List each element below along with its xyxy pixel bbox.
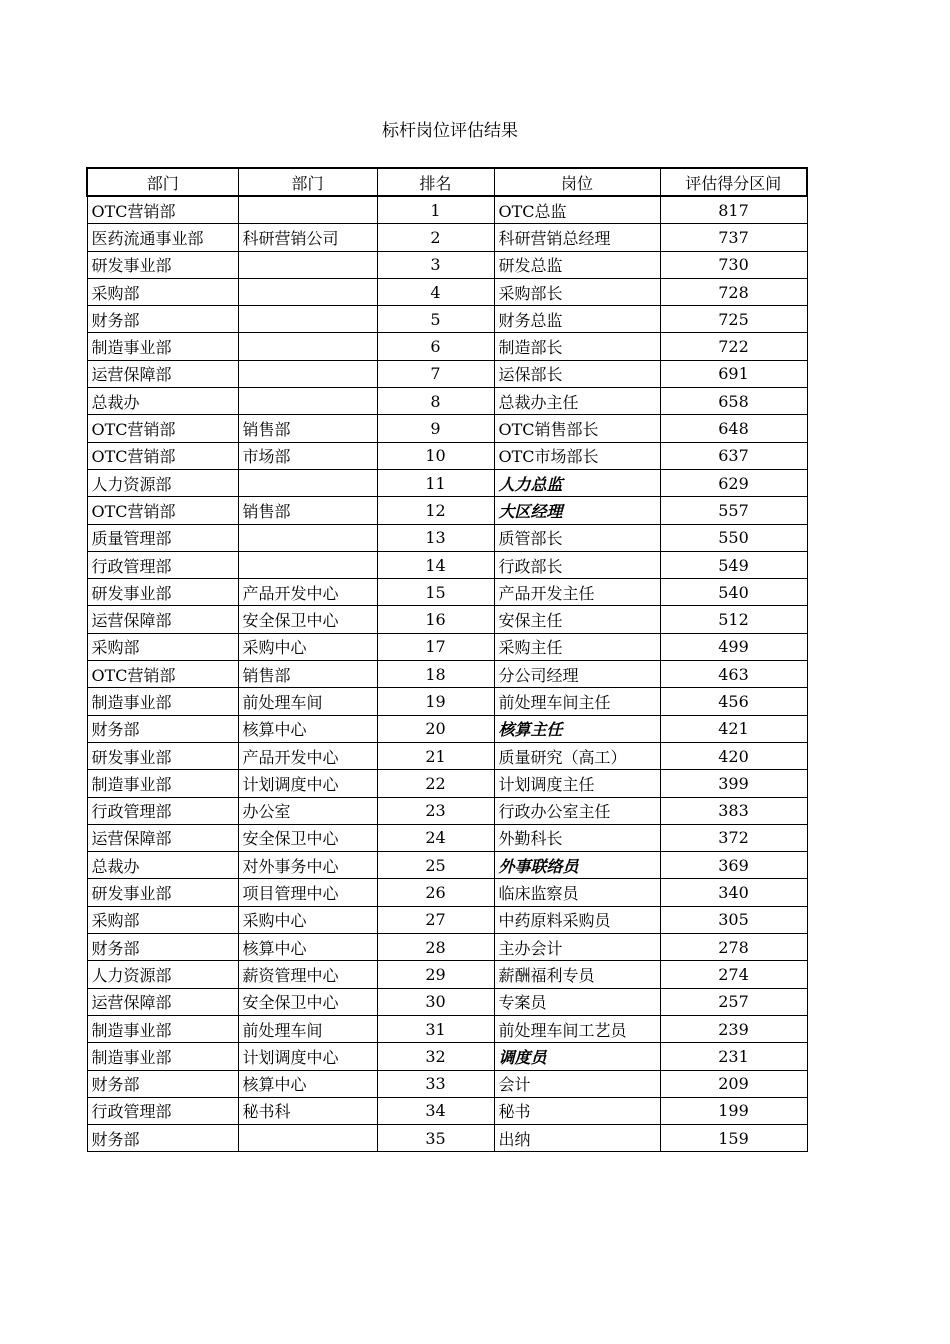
department-cell: 财务部 [87, 934, 238, 961]
score-cell: 420 [660, 742, 807, 769]
sub-department-cell: 销售部 [238, 661, 377, 688]
sub-department-cell: 安全保卫中心 [238, 606, 377, 633]
sub-department-cell [238, 551, 377, 578]
department-cell: 总裁办 [87, 388, 238, 415]
rank-cell: 20 [377, 715, 494, 742]
score-cell: 340 [660, 879, 807, 906]
table-row [87, 524, 807, 551]
score-cell: 817 [660, 196, 807, 224]
table-row [87, 1070, 807, 1097]
score-cell: 239 [660, 1015, 807, 1042]
position-cell: 核算主任 [494, 715, 660, 742]
score-cell: 383 [660, 797, 807, 824]
table-row [87, 333, 807, 360]
sub-department-cell [238, 360, 377, 387]
score-cell: 691 [660, 360, 807, 387]
position-cell: 外勤科长 [494, 824, 660, 851]
sub-department-cell: 核算中心 [238, 715, 377, 742]
department-cell: 财务部 [87, 1070, 238, 1097]
rank-cell: 25 [377, 852, 494, 879]
table-row [87, 579, 807, 606]
score-cell: 737 [660, 224, 807, 251]
position-cell: 科研营销总经理 [494, 224, 660, 251]
rank-cell: 29 [377, 961, 494, 988]
evaluation-table [86, 167, 808, 1152]
sub-department-cell: 安全保卫中心 [238, 988, 377, 1015]
table-row [87, 906, 807, 933]
table-row [87, 1043, 807, 1070]
department-cell: OTC营销部 [87, 442, 238, 469]
rank-cell: 8 [377, 388, 494, 415]
score-cell: 725 [660, 306, 807, 333]
department-cell: 研发事业部 [87, 251, 238, 278]
position-cell: 研发总监 [494, 251, 660, 278]
position-cell: 前处理车间工艺员 [494, 1015, 660, 1042]
department-cell: 制造事业部 [87, 688, 238, 715]
department-cell: 采购部 [87, 906, 238, 933]
score-cell: 540 [660, 579, 807, 606]
department-cell: 行政管理部 [87, 797, 238, 824]
position-cell: 行政部长 [494, 551, 660, 578]
sub-department-cell: 采购中心 [238, 633, 377, 660]
sub-department-cell: 前处理车间 [238, 1015, 377, 1042]
table-row [87, 797, 807, 824]
score-cell: 730 [660, 251, 807, 278]
rank-cell: 32 [377, 1043, 494, 1070]
header-rank: 排名 [377, 168, 494, 196]
rank-cell: 18 [377, 661, 494, 688]
score-cell: 456 [660, 688, 807, 715]
sub-department-cell [238, 469, 377, 496]
table-row [87, 469, 807, 496]
department-cell: 研发事业部 [87, 579, 238, 606]
sub-department-cell: 计划调度中心 [238, 1043, 377, 1070]
table-row [87, 961, 807, 988]
header-department: 部门 [87, 168, 238, 196]
position-cell: 人力总监 [494, 469, 660, 496]
table-row [87, 306, 807, 333]
position-cell: 总裁办主任 [494, 388, 660, 415]
position-cell: 大区经理 [494, 497, 660, 524]
rank-cell: 1 [377, 196, 494, 224]
department-cell: 采购部 [87, 278, 238, 305]
score-cell: 549 [660, 551, 807, 578]
table-row [87, 770, 807, 797]
table-row [87, 988, 807, 1015]
score-cell: 369 [660, 852, 807, 879]
score-cell: 550 [660, 524, 807, 551]
table-row [87, 824, 807, 851]
table-row [87, 852, 807, 879]
position-cell: 产品开发主任 [494, 579, 660, 606]
position-cell: 采购部长 [494, 278, 660, 305]
department-cell: OTC营销部 [87, 196, 238, 224]
sub-department-cell: 项目管理中心 [238, 879, 377, 906]
position-cell: 质量研究（高工） [494, 742, 660, 769]
table-row [87, 442, 807, 469]
table-row [87, 360, 807, 387]
table-row [87, 551, 807, 578]
sub-department-cell: 科研营销公司 [238, 224, 377, 251]
sub-department-cell [238, 388, 377, 415]
sub-department-cell: 秘书科 [238, 1097, 377, 1124]
department-cell: 财务部 [87, 715, 238, 742]
table-body [87, 196, 807, 1152]
rank-cell: 3 [377, 251, 494, 278]
department-cell: 运营保障部 [87, 988, 238, 1015]
score-cell: 209 [660, 1070, 807, 1097]
score-cell: 199 [660, 1097, 807, 1124]
header-sub-department: 部门 [238, 168, 377, 196]
table-row [87, 251, 807, 278]
department-cell: OTC营销部 [87, 497, 238, 524]
sub-department-cell [238, 306, 377, 333]
table-row [87, 224, 807, 251]
department-cell: 财务部 [87, 1125, 238, 1152]
table-row [87, 1015, 807, 1042]
rank-cell: 12 [377, 497, 494, 524]
position-cell: OTC总监 [494, 196, 660, 224]
rank-cell: 33 [377, 1070, 494, 1097]
department-cell: 总裁办 [87, 852, 238, 879]
sub-department-cell: 办公室 [238, 797, 377, 824]
department-cell: 行政管理部 [87, 551, 238, 578]
rank-cell: 24 [377, 824, 494, 851]
department-cell: 财务部 [87, 306, 238, 333]
table-row [87, 633, 807, 660]
department-cell: OTC营销部 [87, 415, 238, 442]
position-cell: OTC市场部长 [494, 442, 660, 469]
sub-department-cell: 销售部 [238, 415, 377, 442]
sub-department-cell: 安全保卫中心 [238, 824, 377, 851]
department-cell: 运营保障部 [87, 360, 238, 387]
position-cell: 调度员 [494, 1043, 660, 1070]
position-cell: 行政办公室主任 [494, 797, 660, 824]
score-cell: 512 [660, 606, 807, 633]
sub-department-cell: 产品开发中心 [238, 579, 377, 606]
position-cell: 会计 [494, 1070, 660, 1097]
department-cell: 医药流通事业部 [87, 224, 238, 251]
position-cell: 专案员 [494, 988, 660, 1015]
rank-cell: 4 [377, 278, 494, 305]
sub-department-cell [238, 1125, 377, 1152]
department-cell: 制造事业部 [87, 1043, 238, 1070]
rank-cell: 35 [377, 1125, 494, 1152]
position-cell: 中药原料采购员 [494, 906, 660, 933]
rank-cell: 15 [377, 579, 494, 606]
sub-department-cell: 产品开发中心 [238, 742, 377, 769]
rank-cell: 14 [377, 551, 494, 578]
table-row [87, 688, 807, 715]
position-cell: 计划调度主任 [494, 770, 660, 797]
sub-department-cell: 计划调度中心 [238, 770, 377, 797]
department-cell: 运营保障部 [87, 606, 238, 633]
score-cell: 722 [660, 333, 807, 360]
rank-cell: 16 [377, 606, 494, 633]
rank-cell: 27 [377, 906, 494, 933]
sub-department-cell: 采购中心 [238, 906, 377, 933]
sub-department-cell [238, 196, 377, 224]
sub-department-cell: 对外事务中心 [238, 852, 377, 879]
rank-cell: 9 [377, 415, 494, 442]
rank-cell: 21 [377, 742, 494, 769]
score-cell: 629 [660, 469, 807, 496]
table-header-row [87, 168, 807, 196]
header-position: 岗位 [494, 168, 660, 196]
score-cell: 557 [660, 497, 807, 524]
sub-department-cell: 市场部 [238, 442, 377, 469]
sub-department-cell [238, 333, 377, 360]
department-cell: 制造事业部 [87, 333, 238, 360]
position-cell: 财务总监 [494, 306, 660, 333]
score-cell: 421 [660, 715, 807, 742]
department-cell: 研发事业部 [87, 742, 238, 769]
page-title: 标杆岗位评估结果 [382, 121, 518, 141]
table-row [87, 278, 807, 305]
position-cell: 运保部长 [494, 360, 660, 387]
department-cell: 采购部 [87, 633, 238, 660]
table-row [87, 415, 807, 442]
sub-department-cell: 核算中心 [238, 1070, 377, 1097]
sub-department-cell [238, 524, 377, 551]
position-cell: 外事联络员 [494, 852, 660, 879]
score-cell: 399 [660, 770, 807, 797]
table-row [87, 606, 807, 633]
rank-cell: 5 [377, 306, 494, 333]
score-cell: 231 [660, 1043, 807, 1070]
rank-cell: 11 [377, 469, 494, 496]
position-cell: 采购主任 [494, 633, 660, 660]
score-cell: 278 [660, 934, 807, 961]
score-cell: 648 [660, 415, 807, 442]
table-row [87, 1097, 807, 1124]
rank-cell: 31 [377, 1015, 494, 1042]
rank-cell: 2 [377, 224, 494, 251]
score-cell: 372 [660, 824, 807, 851]
table-row [87, 388, 807, 415]
sub-department-cell [238, 278, 377, 305]
rank-cell: 17 [377, 633, 494, 660]
position-cell: OTC销售部长 [494, 415, 660, 442]
position-cell: 制造部长 [494, 333, 660, 360]
table-row [87, 934, 807, 961]
department-cell: 人力资源部 [87, 469, 238, 496]
sub-department-cell: 薪资管理中心 [238, 961, 377, 988]
department-cell: 制造事业部 [87, 770, 238, 797]
score-cell: 728 [660, 278, 807, 305]
department-cell: 人力资源部 [87, 961, 238, 988]
score-cell: 658 [660, 388, 807, 415]
position-cell: 质管部长 [494, 524, 660, 551]
table-row [87, 497, 807, 524]
sub-department-cell: 销售部 [238, 497, 377, 524]
sub-department-cell: 核算中心 [238, 934, 377, 961]
department-cell: 行政管理部 [87, 1097, 238, 1124]
position-cell: 薪酬福利专员 [494, 961, 660, 988]
rank-cell: 10 [377, 442, 494, 469]
table-row [87, 715, 807, 742]
table-row [87, 661, 807, 688]
score-cell: 159 [660, 1125, 807, 1152]
rank-cell: 34 [377, 1097, 494, 1124]
table-row [87, 879, 807, 906]
rank-cell: 22 [377, 770, 494, 797]
score-cell: 463 [660, 661, 807, 688]
table-row [87, 196, 807, 224]
score-cell: 305 [660, 906, 807, 933]
department-cell: 质量管理部 [87, 524, 238, 551]
position-cell: 安保主任 [494, 606, 660, 633]
rank-cell: 13 [377, 524, 494, 551]
position-cell: 临床监察员 [494, 879, 660, 906]
rank-cell: 23 [377, 797, 494, 824]
rank-cell: 7 [377, 360, 494, 387]
score-cell: 274 [660, 961, 807, 988]
department-cell: 制造事业部 [87, 1015, 238, 1042]
department-cell: OTC营销部 [87, 661, 238, 688]
table-row [87, 742, 807, 769]
position-cell: 前处理车间主任 [494, 688, 660, 715]
position-cell: 分公司经理 [494, 661, 660, 688]
rank-cell: 30 [377, 988, 494, 1015]
department-cell: 研发事业部 [87, 879, 238, 906]
rank-cell: 26 [377, 879, 494, 906]
score-cell: 499 [660, 633, 807, 660]
position-cell: 秘书 [494, 1097, 660, 1124]
rank-cell: 19 [377, 688, 494, 715]
rank-cell: 28 [377, 934, 494, 961]
sub-department-cell [238, 251, 377, 278]
department-cell: 运营保障部 [87, 824, 238, 851]
header-score-range: 评估得分区间 [660, 168, 807, 196]
sub-department-cell: 前处理车间 [238, 688, 377, 715]
position-cell: 主办会计 [494, 934, 660, 961]
position-cell: 出纳 [494, 1125, 660, 1152]
table-row [87, 1125, 807, 1152]
score-cell: 637 [660, 442, 807, 469]
score-cell: 257 [660, 988, 807, 1015]
rank-cell: 6 [377, 333, 494, 360]
